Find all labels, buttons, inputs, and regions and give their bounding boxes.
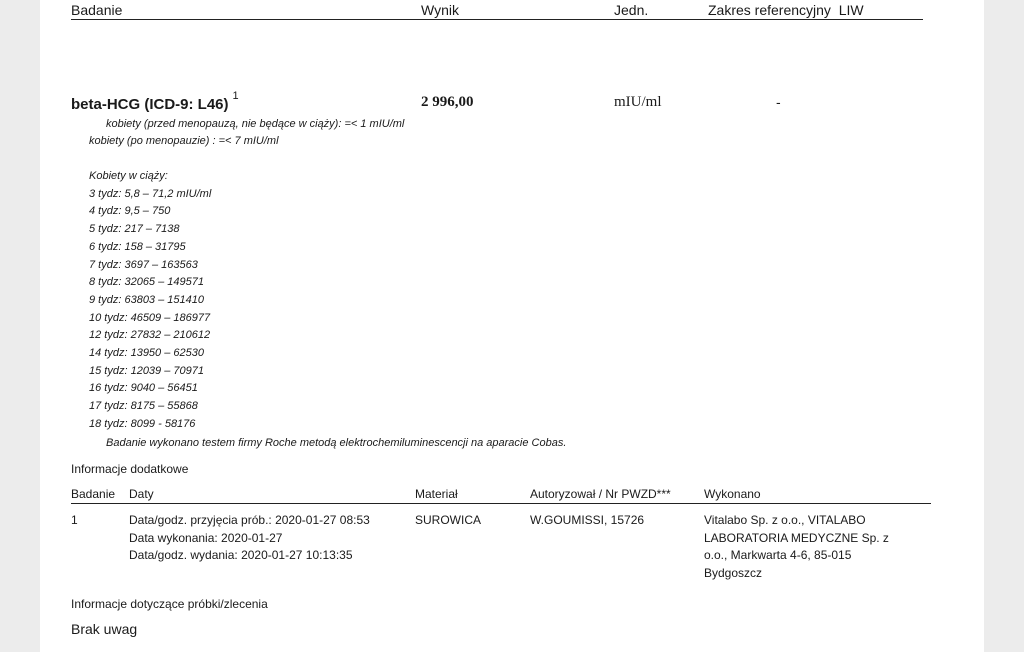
row-wykonano-line: Bydgoszcz — [704, 565, 763, 580]
report-page — [40, 0, 984, 652]
header-liw: LIW — [838, 2, 864, 18]
header-badanie: Badanie — [71, 2, 123, 18]
test-name-text: beta-HCG (ICD-9: L46) — [71, 96, 229, 113]
pregnancy-week: 14 tydz: 13950 – 62530 — [89, 347, 204, 360]
reference-note: kobiety (przed menopauzą, nie będące w ciąży): =< 1 mIU/ml — [106, 118, 405, 130]
row-autoryzowal: W.GOUMISSI, 15726 — [530, 513, 645, 527]
col-daty: Daty — [129, 487, 154, 501]
pregnancy-heading: Kobiety w ciąży: — [89, 170, 168, 182]
header-wynik: Wynik — [421, 2, 459, 18]
pregnancy-week: 4 tydz: 9,5 – 750 — [89, 205, 171, 218]
method-note: Badanie wykonano testem firmy Roche metodą elektrochemiluminescencji na aparacie Cobas. — [106, 437, 567, 449]
pregnancy-list — [89, 168, 211, 434]
col-badanie: Badanie — [71, 487, 116, 501]
row-daty — [129, 512, 370, 565]
col-autoryzowal: Autoryzował / Nr PWZD*** — [530, 487, 671, 501]
row-wykonano-line: Vitalabo Sp. z o.o., VITALABO — [704, 513, 866, 527]
row-date: Data/godz. przyjęcia prób.: 2020-01-27 08:53 — [129, 513, 370, 527]
reference-note: kobiety (po menopauzie) : =< 7 mIU/ml — [89, 135, 279, 147]
row-wykonano — [704, 512, 889, 582]
row-material: SUROWICA — [415, 513, 481, 527]
additional-info-title: Informacje dodatkowe — [71, 462, 189, 476]
pregnancy-week: 16 tydz: 9040 – 56451 — [89, 382, 198, 395]
header-divider — [71, 19, 923, 20]
col-wykonano: Wykonano — [704, 487, 761, 501]
row-wykonano-line: LABORATORIA MEDYCZNE Sp. z — [704, 530, 889, 545]
test-result: 2 996,00 — [421, 94, 474, 110]
test-range: - — [776, 94, 781, 110]
pregnancy-week: 7 tydz: 3697 – 163563 — [89, 258, 198, 271]
test-unit: mIU/ml — [614, 94, 662, 110]
test-name — [71, 90, 239, 113]
row-date: Data wykonania: 2020-01-27 — [129, 530, 283, 545]
sample-info-value: Brak uwag — [71, 621, 138, 637]
pregnancy-week: 15 tydz: 12039 – 70971 — [89, 364, 204, 377]
pregnancy-week: 9 tydz: 63803 – 151410 — [89, 293, 204, 306]
pregnancy-week: 5 tydz: 217 – 7138 — [89, 223, 180, 236]
pregnancy-week: 10 tydz: 46509 – 186977 — [89, 311, 211, 324]
header-zakres-label: Zakres referencyjny — [708, 2, 831, 18]
row-date: Data/godz. wydania: 2020-01-27 10:13:35 — [129, 548, 353, 562]
header-jedn: Jedn. — [614, 2, 649, 18]
pregnancy-week: 8 tydz: 32065 – 149571 — [89, 276, 204, 289]
row-wykonano-line: o.o., Markwarta 4-6, 85-015 — [704, 548, 852, 562]
row-badanie: 1 — [71, 513, 78, 527]
pregnancy-week: 17 tydz: 8175 – 55868 — [89, 400, 198, 413]
header-zakres — [708, 2, 864, 18]
sample-info-title: Informacje dotyczące próbki/zlecenia — [71, 597, 268, 611]
pregnancy-week: 3 tydz: 5,8 – 71,2 mIU/ml — [89, 187, 212, 200]
pregnancy-week: 6 tydz: 158 – 31795 — [89, 240, 186, 253]
pregnancy-week: 12 tydz: 27832 – 210612 — [89, 329, 211, 342]
pregnancy-week: 18 tydz: 8099 - 58176 — [89, 417, 196, 430]
test-footnote: 1 — [232, 90, 239, 102]
additional-divider — [71, 503, 931, 504]
col-material: Materiał — [415, 487, 458, 501]
